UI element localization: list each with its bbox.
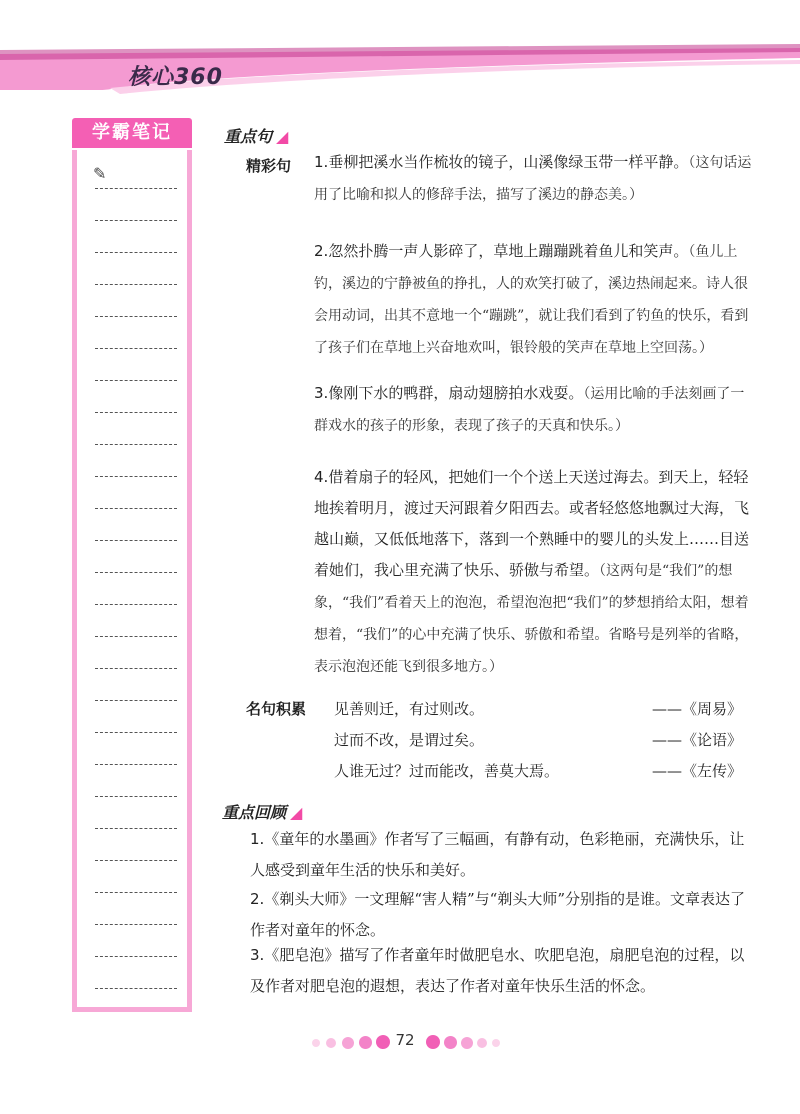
note-line [95,284,177,285]
pencil-icon: ✎ [93,164,107,183]
item-number: 2. [314,242,329,260]
brand-logo: 核心360 [128,65,223,90]
header-banner [0,40,800,100]
heading-text: 重点句 [224,127,273,146]
quote-source: ——《左传》 [652,762,743,780]
sentence-item [314,236,754,364]
note-line [95,348,177,349]
note-line [95,220,177,221]
note-line [95,860,177,861]
note-line [95,604,177,605]
note-line [95,732,177,733]
note-line [95,668,177,669]
featured-label: 精彩句 [246,157,292,175]
note-line [95,380,177,381]
note-box [72,150,192,1012]
item-text: 垂柳把溪水当作梳妆的镜子，山溪像绿玉带一样平静。 [328,153,689,171]
flick-icon: ◢ [276,127,289,146]
sentence-item [314,147,754,211]
item-number: 3. [314,384,329,402]
quote-source: ——《论语》 [652,731,743,749]
review-item [250,884,754,946]
heading-text: 重点回顾 [222,803,287,822]
item-number: 1. [314,153,329,171]
note-line [95,188,177,189]
item-note: （运用比喻的手法刻画了一群戏水的孩子的形象，表现了孩子的天真和快乐。） [314,386,745,434]
quote-text: 见善则迁，有过则改。 [334,700,485,718]
item-text: 忽然扑腾一声人影碎了，草地上蹦蹦跳着鱼儿和笑声。 [328,242,689,260]
page-number: 72 [395,1031,415,1049]
note-line [95,476,177,477]
item-text: 《肥皂泡》描写了作者童年时做肥皂水、吹肥皂泡，扇肥皂泡的过程，以及作者对肥皂泡的遐想，表达了作者对童年快乐生活的怀念。 [250,946,745,995]
quotes-label: 名句积累 [246,700,307,718]
item-number: 4. [314,468,329,486]
note-line [95,828,177,829]
note-line [95,252,177,253]
note-line [95,892,177,893]
item-text: 《剃头大师》一文理解“害人精”与“剃头大师”分别指的是谁。文章表达了作者对童年的怀念。 [250,890,745,939]
note-line [95,700,177,701]
note-line [95,412,177,413]
item-number: 3. [250,946,265,964]
note-line [95,444,177,445]
note-line [95,956,177,957]
review-item [250,940,754,1002]
note-line [95,988,177,989]
item-text: 像刚下水的鸭群，扇动翅膀拍水戏耍。 [328,384,584,402]
flick-icon: ◢ [290,803,303,822]
note-line [95,540,177,541]
note-line [95,508,177,509]
item-note: （这句话运用了比喻和拟人的修辞手法，描写了溪边的静态美。） [314,155,752,203]
quote-source: ——《周易》 [652,700,743,718]
sentence-item [314,378,754,442]
section-heading-key-sentences [224,124,288,147]
note-line [95,636,177,637]
item-number: 2. [250,890,265,908]
item-text: 《童年的水墨画》作者写了三幅画，有静有动，色彩艳丽，充满快乐，让人感受到童年生活的快乐和美好。 [250,830,745,879]
note-line [95,796,177,797]
note-line [95,924,177,925]
note-line [95,764,177,765]
note-line [95,316,177,317]
item-note: （鱼儿上钓，溪边的宁静被鱼的挣扎，人的欢笑打破了，溪边热闹起来。诗人很会用动词，出其不意地一个“蹦跳”，就让我们看到了钓鱼的快乐，看到了孩子们在草地上兴奋地欢叫，银铃般的笑声在草地上空回荡。） [314,244,749,356]
quote-text: 过而不改，是谓过矣。 [334,731,485,749]
item-note: （这两句是“我们”的想象，“我们”看着天上的泡泡，希望泡泡把“我们”的梦想捎给太阳，想着想着，“我们”的心中充满了快乐、骄傲和希望。省略号是列举的省略，表示泡泡还能飞到很多地方。） [314,563,749,675]
review-item [250,824,754,886]
quote-text: 人谁无过？过而能改，善莫大焉。 [334,762,560,780]
sidebar-title: 学霸笔记 [72,118,192,148]
item-number: 1. [250,830,265,848]
sentence-item [314,462,754,683]
item-text: 借着扇子的轻风，把她们一个个送上天送过海去。到天上，轻轻地挨着明月，渡过天河跟着夕阳西去。或者轻悠悠地飘过大海，飞越山巅，又低低地落下，落到一个熟睡中的婴儿的头发上……目送着她们，我心里充满了快乐、骄傲与希望。 [314,468,750,579]
note-line [95,572,177,573]
section-heading-review [222,800,302,823]
